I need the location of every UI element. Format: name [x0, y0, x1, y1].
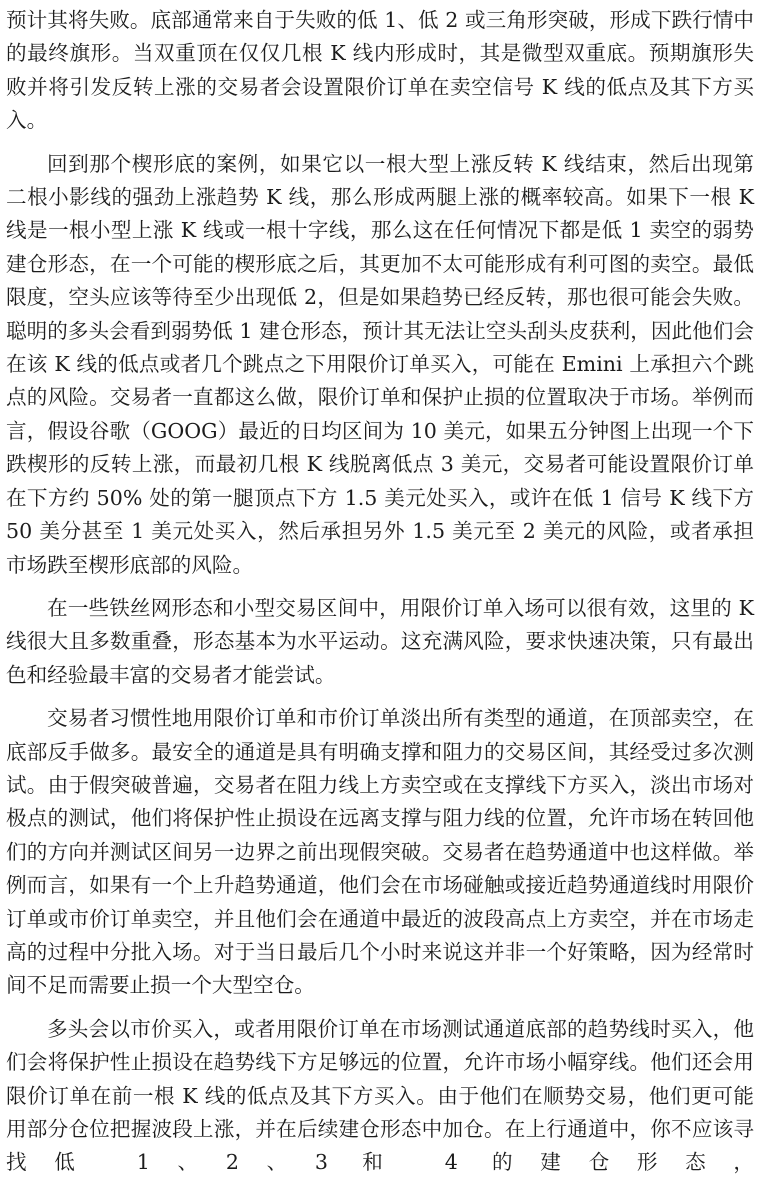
paragraph-3: 在一些铁丝网形态和小型交易区间中，用限价订单入场可以很有效，这里的 K 线很大且多数重叠，形态基本为水平运动。这充满风险，要求快速决策，只有最出色和经验最丰富的交易者才能尝试。 [6, 595, 754, 687]
paragraph-5: 多头会以市价买入，或者用限价订单在市场测试通道底部的趋势线时买入，他们会将保护性止损设在趋势线下方足够远的位置，允许市场小幅穿线。他们还会用限价订单在前一根 K 线的低点及其下方买入。由于他们在顺势交易，他们更可能用部分仓位把握波段上涨，并在后续建仓形态中加仓。在上行通道中，你不应该寻找低 1、2、3 和 4 的建仓形态， [6, 1016, 754, 1175]
document-page [6, 4, 754, 1190]
paragraph-1: 预计其将失败。底部通常来自于失败的低 1、低 2 或三角形突破，形成下跌行情中的最终旗形。当双重顶在仅仅几根 K 线内形成时，其是微型双重底。预期旗形失败并将引发反转上涨的交易者会设置限价订单在卖空信号 K 线的低点及其下方买入。 [6, 8, 754, 133]
paragraph-2: 回到那个楔形底的案例，如果它以一根大型上涨反转 K 线结束，然后出现第二根小影线的强劲上涨趋势 K 线，那么形成两腿上涨的概率较高。如果下一根 K 线是一根小型上涨 K 线或一根十字线，那么这在任何情况下都是低 1 卖空的弱势建仓形态，在一个可能的楔形底之后，其更加不太可能形成有利可图的卖空。最低限度，空头应该等待至少出现低 2，但是如果趋势已经反转，那也很可能会失败。聪明的多头会看到弱势低 1 建仓形态，预计其无法让空头刮头皮获利，因此他们会在该 K 线的低点或者几个跳点之下用限价订单买入，可能在 Emini 上承担六个跳点的风险。交易者一直都这么做，限价订单和保护止损的位置取决于市场。举例而言，假设谷歌（GOOG）最近的日均区间为 10 美元，如果五分钟图上出现一个下跌楔形的反转上涨，而最初几根 K 线脱离低点 3 美元，交易者可能设置限价订单在下方约 50% 处的第一腿顶点下方 1.5 美元处买入，或许在低 1 信号 K 线下方 50 美分甚至 1 美元处买入，然后承担另外 1.5 美元至 2 美元的风险，或者承担市场跌至楔形底部的风险。 [6, 151, 754, 577]
paragraph-4: 交易者习惯性地用限价订单和市价订单淡出所有类型的通道，在顶部卖空，在底部反手做多。最安全的通道是具有明确支撑和阻力的交易区间，其经受过多次测试。由于假突破普遍，交易者在阻力线上方卖空或在支撑线下方买入，淡出市场对极点的测试，他们将保护性止损设在远离支撑与阻力线的位置，允许市场在转回他们的方向并测试区间另一边界之前出现假突破。交易者在趋势通道中也这样做。举例而言，如果有一个上升趋势通道，他们会在市场碰触或接近趋势通道线时用限价订单或市价订单卖空，并且他们会在通道中最近的波段高点上方卖空，并在市场走高的过程中分批入场。对于当日最后几个小时来说这并非一个好策略，因为经常时间不足而需要止损一个大型空仓。 [6, 706, 754, 998]
